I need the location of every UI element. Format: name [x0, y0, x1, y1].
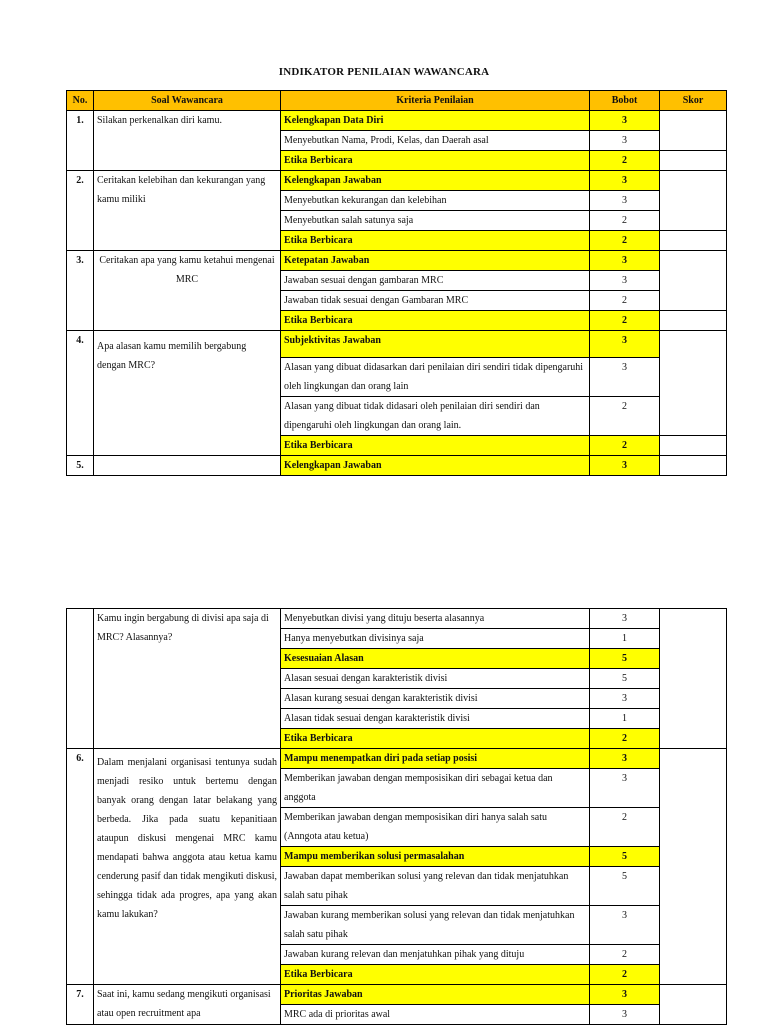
- question-text: Ceritakan kelebihan dan kekurangan yang kamu miliki: [94, 171, 281, 251]
- weight-value: 2: [590, 311, 660, 331]
- criteria-heading: Kelengkapan Jawaban: [281, 456, 590, 476]
- weight-value: 3: [590, 111, 660, 131]
- score-cell[interactable]: [660, 609, 727, 749]
- criteria-item: Alasan yang dibuat tidak didasari oleh penilaian diri sendiri dan dipengaruhi oleh lingkungan dan orang lain.: [281, 397, 590, 436]
- weight-value: 2: [590, 397, 660, 436]
- criteria-item: Jawaban sesuai dengan gambaran MRC: [281, 271, 590, 291]
- weight-value: 1: [590, 629, 660, 649]
- question-number: 6.: [67, 749, 94, 985]
- score-cell[interactable]: [660, 311, 727, 331]
- assessment-table-page-1: [66, 90, 727, 476]
- criteria-heading: Etika Berbicara: [281, 965, 590, 985]
- criteria-item: Menyebutkan salah satunya saja: [281, 211, 590, 231]
- score-cell[interactable]: [660, 151, 727, 171]
- weight-value: 5: [590, 669, 660, 689]
- header-kriteria: Kriteria Penilaian: [281, 91, 590, 111]
- question-number-cell: [67, 609, 94, 749]
- criteria-item: Alasan sesuai dengan karakteristik divisi: [281, 669, 590, 689]
- weight-value: 3: [590, 456, 660, 476]
- header-skor: Skor: [660, 91, 727, 111]
- table-row: [67, 331, 727, 358]
- score-cell[interactable]: [660, 436, 727, 456]
- weight-value: 2: [590, 211, 660, 231]
- question-number: 7.: [67, 985, 94, 1025]
- question-number: 4.: [67, 331, 94, 456]
- criteria-heading: Etika Berbicara: [281, 729, 590, 749]
- criteria-heading: Etika Berbicara: [281, 151, 590, 171]
- weight-value: 2: [590, 945, 660, 965]
- criteria-heading: Ketepatan Jawaban: [281, 251, 590, 271]
- criteria-item: Menyebutkan kekurangan dan kelebihan: [281, 191, 590, 211]
- weight-value: 2: [590, 808, 660, 847]
- header-soal: Soal Wawancara: [94, 91, 281, 111]
- table-row: [67, 251, 727, 271]
- criteria-item: Jawaban tidak sesuai dengan Gambaran MRC: [281, 291, 590, 311]
- header-bobot: Bobot: [590, 91, 660, 111]
- table-header-row: [67, 91, 727, 111]
- score-cell[interactable]: [660, 985, 727, 1025]
- table-row: [67, 609, 727, 629]
- criteria-heading: Etika Berbicara: [281, 311, 590, 331]
- criteria-heading: Kesesuaian Alasan: [281, 649, 590, 669]
- criteria-item: Jawaban kurang relevan dan menjatuhkan pihak yang dituju: [281, 945, 590, 965]
- table-row: [67, 111, 727, 131]
- weight-value: 3: [590, 769, 660, 808]
- criteria-item: Memberikan jawaban dengan memposisikan diri sebagai ketua dan anggota: [281, 769, 590, 808]
- weight-value: 3: [590, 251, 660, 271]
- weight-value: 2: [590, 436, 660, 456]
- question-number: 2.: [67, 171, 94, 251]
- question-text: Dalam menjalani organisasi tentunya sudah menjadi resiko untuk bertemu dengan banyak orang dengan latar belakang yang berbeda. Jika pada suatu kepanitiaan ataupun diskusi mengenai MRC kamu mendapati bahwa anggota atau ketua kamu cenderung pasif dan tidak mengikuti diskusi, sehingga tidak ada progres, apa yang akan kamu lakukan?: [94, 749, 281, 985]
- score-cell[interactable]: [660, 171, 727, 231]
- criteria-heading: Kelengkapan Data Diri: [281, 111, 590, 131]
- question-text-cell: [94, 456, 281, 476]
- criteria-item: Menyebutkan Nama, Prodi, Kelas, dan Daerah asal: [281, 131, 590, 151]
- criteria-heading: Mampu memberikan solusi permasalahan: [281, 847, 590, 867]
- criteria-item: Memberikan jawaban dengan memposisikan diri hanya salah satu (Anngota atau ketua): [281, 808, 590, 847]
- criteria-heading: Subjektivitas Jawaban: [281, 331, 590, 358]
- question-text: Silakan perkenalkan diri kamu.: [94, 111, 281, 171]
- weight-value: 3: [590, 1005, 660, 1025]
- question-number: 1.: [67, 111, 94, 171]
- weight-value: 3: [590, 171, 660, 191]
- criteria-item: Alasan tidak sesuai dengan karakteristik divisi: [281, 709, 590, 729]
- criteria-item: Jawaban dapat memberikan solusi yang relevan dan tidak menjatuhkan salah satu pihak: [281, 867, 590, 906]
- weight-value: 3: [590, 358, 660, 397]
- question-text: Apa alasan kamu memilih bergabung dengan MRC?: [94, 331, 281, 456]
- weight-value: 2: [590, 965, 660, 985]
- weight-value: 2: [590, 231, 660, 251]
- score-cell[interactable]: [660, 749, 727, 985]
- criteria-heading: Etika Berbicara: [281, 231, 590, 251]
- criteria-heading: Kelengkapan Jawaban: [281, 171, 590, 191]
- weight-value: 3: [590, 271, 660, 291]
- weight-value: 1: [590, 709, 660, 729]
- question-text: Kamu ingin bergabung di divisi apa saja di MRC? Alasannya?: [94, 609, 281, 749]
- weight-value: 3: [590, 331, 660, 358]
- question-text: Saat ini, kamu sedang mengikuti organisasi atau open recruitment apa: [94, 985, 281, 1025]
- weight-value: 2: [590, 151, 660, 171]
- criteria-heading: Prioritas Jawaban: [281, 985, 590, 1005]
- criteria-item: Alasan kurang sesuai dengan karakteristik divisi: [281, 689, 590, 709]
- score-cell[interactable]: [660, 456, 727, 476]
- weight-value: 5: [590, 649, 660, 669]
- score-cell[interactable]: [660, 111, 727, 151]
- weight-value: 5: [590, 867, 660, 906]
- score-cell[interactable]: [660, 231, 727, 251]
- weight-value: 3: [590, 131, 660, 151]
- weight-value: 3: [590, 749, 660, 769]
- score-cell[interactable]: [660, 251, 727, 311]
- question-number: 5.: [67, 456, 94, 476]
- assessment-table-page-2: [66, 608, 727, 1025]
- question-text: Ceritakan apa yang kamu ketahui mengenai MRC: [94, 251, 281, 331]
- weight-value: 3: [590, 191, 660, 211]
- weight-value: 3: [590, 689, 660, 709]
- table-row: [67, 456, 727, 476]
- weight-value: 2: [590, 291, 660, 311]
- weight-value: 5: [590, 847, 660, 867]
- table-row: [67, 749, 727, 769]
- criteria-item: Jawaban kurang memberikan solusi yang relevan dan tidak menjatuhkan salah satu pihak: [281, 906, 590, 945]
- criteria-item: Alasan yang dibuat didasarkan dari penilaian diri sendiri tidak dipengaruhi oleh lingkungan dan orang lain: [281, 358, 590, 397]
- header-no: No.: [67, 91, 94, 111]
- document-title: INDIKATOR PENILAIAN WAWANCARA: [278, 66, 490, 78]
- table-row: [67, 985, 727, 1005]
- weight-value: 2: [590, 729, 660, 749]
- criteria-item: MRC ada di prioritas awal: [281, 1005, 590, 1025]
- weight-value: 3: [590, 985, 660, 1005]
- criteria-item: Menyebutkan divisi yang dituju beserta alasannya: [281, 609, 590, 629]
- weight-value: 3: [590, 609, 660, 629]
- weight-value: 3: [590, 906, 660, 945]
- score-cell[interactable]: [660, 331, 727, 436]
- table-row: [67, 171, 727, 191]
- criteria-item: Hanya menyebutkan divisinya saja: [281, 629, 590, 649]
- criteria-heading: Mampu menempatkan diri pada setiap posisi: [281, 749, 590, 769]
- criteria-heading: Etika Berbicara: [281, 436, 590, 456]
- question-number: 3.: [67, 251, 94, 331]
